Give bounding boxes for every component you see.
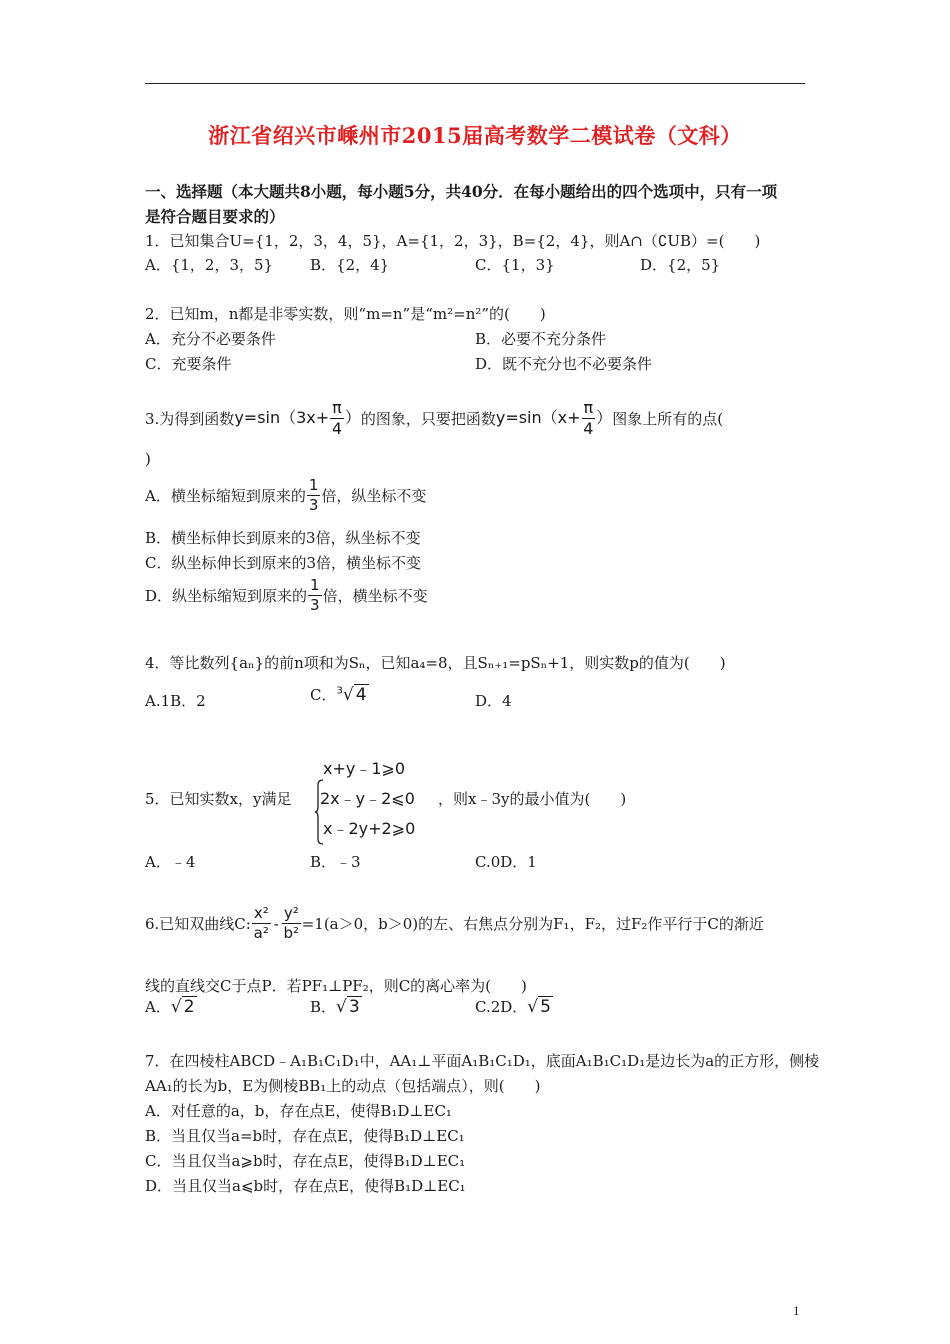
q5-constraint-1: x+y﹣1⩾0 (323, 759, 406, 778)
q5-stem-pre: 5．已知实数x，y满足 (145, 790, 292, 808)
q6-option-b: B． √ 3 (310, 996, 360, 1017)
q3-option-c: C．纵坐标伸长到原来的3倍，横坐标不变 (145, 554, 422, 572)
q1-option-c: C．{1，3} (475, 256, 555, 274)
q7-stem-line2: AA₁的长为b，E为侧棱BB₁上的动点（包括端点），则( ) (145, 1077, 541, 1095)
q3-option-d: D．纵坐标缩短到原来的 $\frac{1}{3}$ 倍，横坐标不变 (145, 576, 428, 614)
page-number: 1 (793, 1303, 800, 1318)
q4-option-c: C． $^3$√ 4 (310, 684, 367, 705)
q1-option-a: A．{1，2，3，5} (145, 256, 274, 274)
q3-function-2: y=sin（x+ $\frac{\pi}{4}$ ） (495, 398, 613, 438)
section-heading-line2: 是符合题目要求的） (145, 207, 285, 226)
q2-option-d: D．既不充分也不必要条件 (475, 355, 653, 373)
q6-options-cd: C.2D． √ 5 (475, 996, 551, 1017)
q5-constraint-3: x﹣2y+2⩾0 (323, 819, 416, 838)
q1-stem: 1．已知集合U={1，2，3，4，5}，A={1，2，3}，B={2，4}，则A∩（∁UB）=( ) (145, 232, 761, 250)
q6-stem-line2: 线的直线交C于点P．若PF₁⊥PF₂，则C的离心率为( ) (145, 977, 527, 995)
q4-stem: 4．等比数列{aₙ}的前n项和为Sₙ，已知a₄=8，且Sₙ₊₁=pSₙ+1，则实数p的值为( ) (145, 654, 726, 672)
q3-option-a: A．横坐标缩短到原来的 $\frac{1}{3}$ 倍，纵坐标不变 (145, 476, 427, 514)
section-heading-line1: 一、选择题（本大题共8小题，每小题5分，共40分．在每小题给出的四个选项中，只有一项 (145, 182, 778, 201)
q2-option-a: A．充分不必要条件 (145, 330, 276, 348)
q5-options-cd: C.0D．1 (475, 853, 537, 871)
cube-root: $^3$√ 4 (336, 684, 367, 705)
q5-option-b: B．﹣3 (310, 853, 361, 871)
q3-option-b: B．横坐标伸长到原来的3倍，纵坐标不变 (145, 529, 421, 547)
page-title: 浙江省绍兴市嵊州市2015届高考数学二模试卷（文科） (208, 123, 742, 148)
q3-stem-wrap: ) (145, 450, 151, 468)
q6-option-a: A． √ 2 (145, 996, 195, 1017)
q6-stem: 6.已知双曲线C: $\frac{\text{x²}}{\text{a²}}$ - $\frac{\text{y²}}{\text{b²}}$ =1(a＞0，b＞0)的左、右焦点分别为F₁，F₂，过F₂作平行于C的渐近 (145, 904, 764, 942)
q5-stem-post: ，则x﹣3y的最小值为( ) (438, 790, 627, 808)
q6-fraction-y: $\frac{\text{y²}}{\text{b²}}$ (283, 904, 300, 942)
q3-stem: 3.为得到函数 y=sin（3x+ $\frac{\pi}{4}$ ） 的图象，只要把函数 y=sin（x+ $\frac{\pi}{4}$ ） 图象上所有的点( (145, 398, 724, 438)
q4-option-d: D．4 (475, 692, 512, 710)
q7-option-b: B．当且仅当a=b时，存在点E，使得B₁D⊥EC₁ (145, 1127, 465, 1145)
q7-option-a: A．对任意的a，b，存在点E，使得B₁D⊥EC₁ (145, 1102, 452, 1120)
q6-fraction-x: $\frac{\text{x²}}{\text{a²}}$ (253, 904, 269, 942)
q5-option-a: A．﹣4 (145, 853, 196, 871)
top-rule (145, 83, 805, 84)
q5-constraint-2: 2x﹣y﹣2⩽0 (320, 789, 415, 808)
q2-option-b: B．必要不充分条件 (475, 330, 607, 348)
q2-stem: 2．已知m，n都是非零实数，则“m=n”是“m²=n²”的( ) (145, 305, 546, 323)
q3-function-1: y=sin（3x+ $\frac{\pi}{4}$ ） (234, 398, 361, 438)
q2-option-c: C．充要条件 (145, 355, 232, 373)
q4-options-ab: A.1B．2 (145, 692, 206, 710)
q7-option-c: C．当且仅当a⩾b时，存在点E，使得B₁D⊥EC₁ (145, 1152, 466, 1170)
q7-stem-line1: 7．在四棱柱ABCD﹣A₁B₁C₁D₁中，AA₁⊥平面A₁B₁C₁D₁，底面A₁B₁C₁D₁是边长为a的正方形，侧棱 (145, 1052, 820, 1070)
q1-option-d: D．{2，5} (640, 256, 721, 274)
q1-option-b: B．{2，4} (310, 256, 390, 274)
q7-option-d: D．当且仅当a⩽b时，存在点E，使得B₁D⊥EC₁ (145, 1177, 466, 1195)
